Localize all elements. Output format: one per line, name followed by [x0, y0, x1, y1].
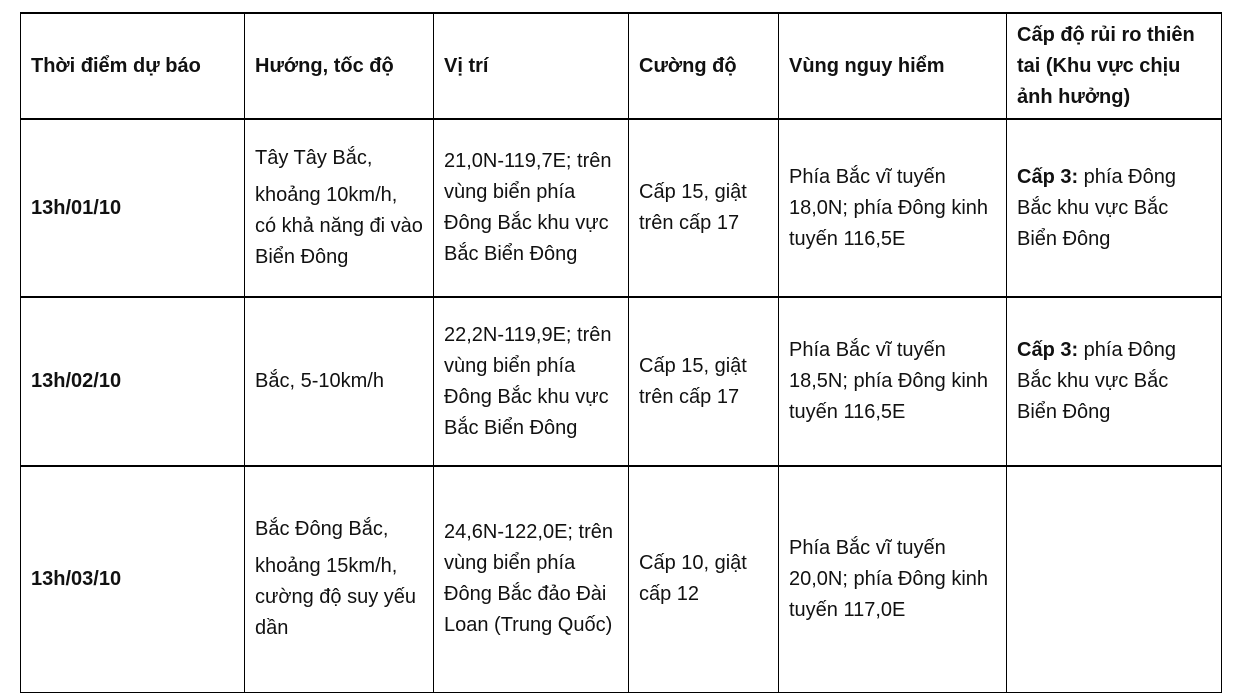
- risk-level-label: Cấp 3:: [1017, 339, 1079, 361]
- cell-position: 24,6N-122,0E; trên vùng biển phía Đông Bắc đảo Đài Loan (Trung Quốc): [434, 466, 629, 692]
- direction-text: Bắc Đông Bắc,: [255, 518, 389, 541]
- risk-area-text: phía Đông Bắc khu vực Bắc Biển Đông: [1017, 165, 1176, 250]
- speed-text: khoảng 10km/h, có khả năng đi vào Biển Đông: [255, 184, 423, 268]
- cell-danger-zone: Phía Bắc vĩ tuyến 18,5N; phía Đông kinh tuyến 116,5E: [779, 297, 1007, 466]
- cell-forecast-time: 13h/03/10: [21, 466, 245, 692]
- direction-text: Bắc, 5-10km/h: [255, 370, 384, 392]
- table-row: [21, 119, 1222, 297]
- risk-level-label: Cấp 3:: [1017, 165, 1079, 188]
- table-header-row: [21, 13, 1222, 119]
- speed-text: khoảng 15km/h, cường độ suy yếu dần: [255, 555, 417, 640]
- cell-danger-zone: Phía Bắc vĩ tuyến 20,0N; phía Đông kinh tuyến 117,0E: [779, 466, 1007, 692]
- cell-intensity: Cấp 15, giật trên cấp 17: [629, 297, 779, 466]
- cell-intensity: Cấp 10, giật cấp 12: [629, 466, 779, 692]
- cell-danger-zone: Phía Bắc vĩ tuyến 18,0N; phía Đông kinh tuyến 116,5E: [779, 119, 1007, 297]
- direction-text: Tây Tây Bắc,: [255, 147, 373, 169]
- header-danger-zone: Vùng nguy hiểm: [779, 13, 1007, 119]
- cell-risk-level: [1007, 466, 1222, 692]
- cell-risk-level: [1007, 297, 1222, 466]
- header-risk-level: Cấp độ rủi ro thiên tai (Khu vực chịu ảnh hưởng): [1007, 13, 1222, 119]
- cell-direction-speed: [245, 297, 434, 466]
- header-position: Vị trí: [434, 13, 629, 119]
- header-intensity: Cường độ: [629, 13, 779, 119]
- risk-area-text: phía Đông Bắc khu vực Bắc Biển Đông: [1017, 339, 1176, 423]
- header-direction-speed: Hướng, tốc độ: [245, 13, 434, 119]
- storm-forecast-table: [20, 12, 1222, 693]
- cell-forecast-time: 13h/02/10: [21, 297, 245, 466]
- cell-direction-speed: [245, 119, 434, 297]
- header-forecast-time: Thời điểm dự báo: [21, 13, 245, 119]
- cell-risk-level: [1007, 119, 1222, 297]
- cell-position: 21,0N-119,7E; trên vùng biển phía Đông Bắc khu vực Bắc Biển Đông: [434, 119, 629, 297]
- table-row: [21, 466, 1222, 692]
- cell-forecast-time: 13h/01/10: [21, 119, 245, 297]
- cell-intensity: Cấp 15, giật trên cấp 17: [629, 119, 779, 297]
- table-row: [21, 297, 1222, 466]
- cell-direction-speed: [245, 466, 434, 692]
- cell-position: 22,2N-119,9E; trên vùng biển phía Đông Bắc khu vực Bắc Biển Đông: [434, 297, 629, 466]
